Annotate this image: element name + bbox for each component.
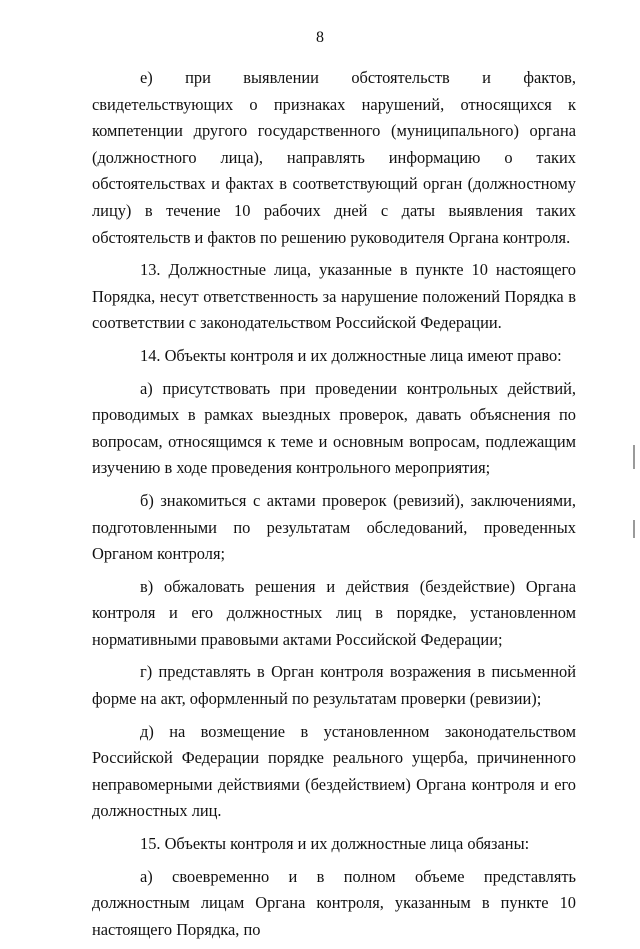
paragraph-14d: д) на возмещение в установленном законодательством Российской Федерации порядке реального ущерба, причиненного неправомерными действиями (бездействием) Органа контроля и его должностных лиц. [92,721,576,821]
paragraph-13-responsibility: 13. Должностные лица, указанные в пункте 10 настоящего Порядка, несут ответственность за нарушение положений Порядка в соответствии с законодательством Российской Федерации. [92,260,576,333]
paragraph-14g: г) представлять в Орган контроля возражения в письменной форме на акт, оформленный по результатам проверки (ревизии); [92,662,576,709]
paragraph-e-facts: е) при выявлении обстоятельств и фактов, свидетельствующих о признаках нарушений, относящихся к компетенции другого государственного (муниципального) органа (должностного лица), направлять информацию о таких обстоятельствах и фактах в соответствующий орган (должностному лицу) в течение 10 рабочих дней с даты выявления таких обстоятельств и фактов по решению руководителя Органа контроля. [92,68,576,247]
paragraph-14-rights-heading: 14. Объекты контроля и их должностные лица имеют право: [140,345,562,365]
page-number: 8 [316,29,324,46]
paragraph-14a: а) присутствовать при проведении контрольных действий, проводимых в рамках выездных проверок, давать объяснения по вопросам, относящимся к теме и основным вопросам, подлежащим изучению в ходе проведения контрольного мероприятия; [92,378,576,478]
document-body [92,65,576,949]
scan-edge-mark [633,520,635,538]
paragraph-15a: а) своевременно и в полном объеме представлять должностным лицам Органа контроля, указанным в пункте 10 настоящего Порядка, по [92,866,576,939]
paragraph-14b: б) знакомиться с актами проверок (ревизий), заключениями, подготовленными по результатам обследований, проведенных Органом контроля; [92,490,576,564]
paragraph-15-duties-heading: 15. Объекты контроля и их должностные лица обязаны: [140,834,530,854]
scan-edge-mark [633,445,635,469]
paragraph-14v: в) обжаловать решения и действия (бездействие) Органа контроля и его должностных лиц в порядке, установленном нормативными правовыми актами Российской Федерации; [92,576,576,649]
